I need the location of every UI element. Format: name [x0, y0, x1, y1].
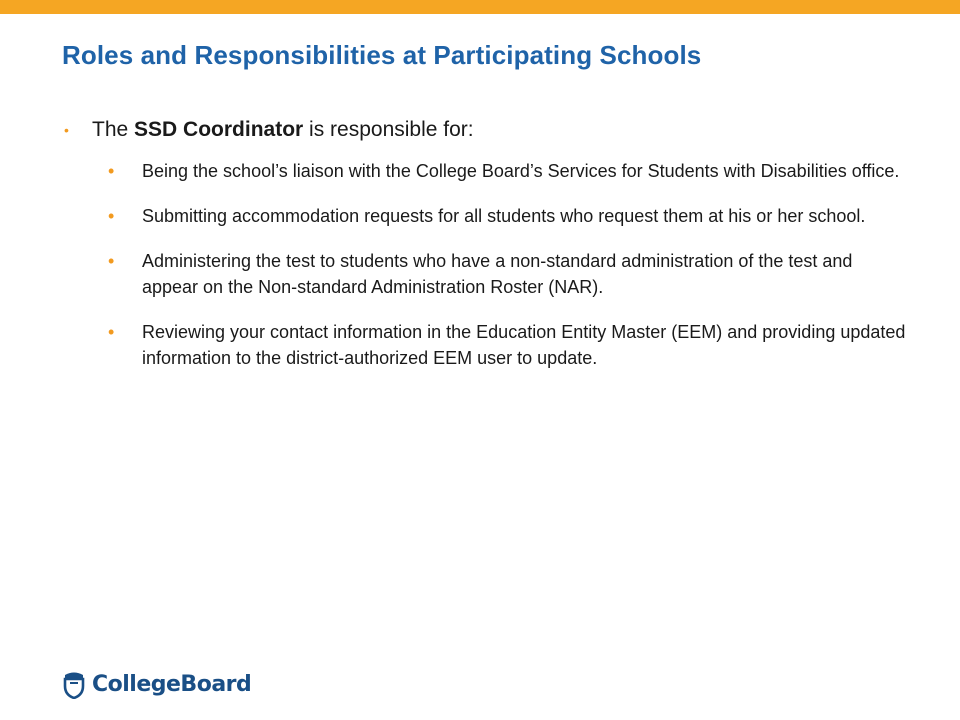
- lead-emphasis: SSD Coordinator: [134, 118, 304, 141]
- acorn-icon: [62, 669, 86, 699]
- lead-text: [92, 118, 474, 141]
- bullet-icon: •: [108, 322, 115, 342]
- responsibility-list: [108, 158, 908, 390]
- lead-prefix: The: [92, 118, 135, 141]
- list-item: [108, 248, 908, 300]
- list-item: [108, 158, 908, 184]
- list-item: [108, 319, 908, 371]
- lead-bullet: [64, 116, 904, 144]
- list-item-text: Reviewing your contact information in the Education Entity Master (EEM) and providing updated information to the district-authorized EEM user to update.: [142, 322, 906, 368]
- collegeboard-logo: [62, 664, 251, 704]
- bullet-icon: •: [108, 251, 115, 271]
- list-item-text: Being the school’s liaison with the College Board’s Services for Students with Disabilities office.: [142, 161, 900, 181]
- slide-title: Roles and Responsibilities at Participating Schools: [62, 40, 702, 70]
- logo-text: CollegeBoard: [92, 671, 252, 697]
- bullet-dot-icon: •: [64, 122, 69, 138]
- list-item-text: Administering the test to students who have a non-standard administration of the test and appear on the Non-standard Administration Roster (NAR).: [142, 251, 853, 297]
- lead-suffix: is responsible for:: [303, 118, 474, 141]
- top-accent-bar: [0, 0, 960, 14]
- bullet-icon: •: [108, 161, 115, 181]
- list-item: [108, 203, 908, 229]
- bullet-icon: •: [108, 206, 115, 226]
- list-item-text: Submitting accommodation requests for all students who request them at his or her school.: [142, 206, 866, 226]
